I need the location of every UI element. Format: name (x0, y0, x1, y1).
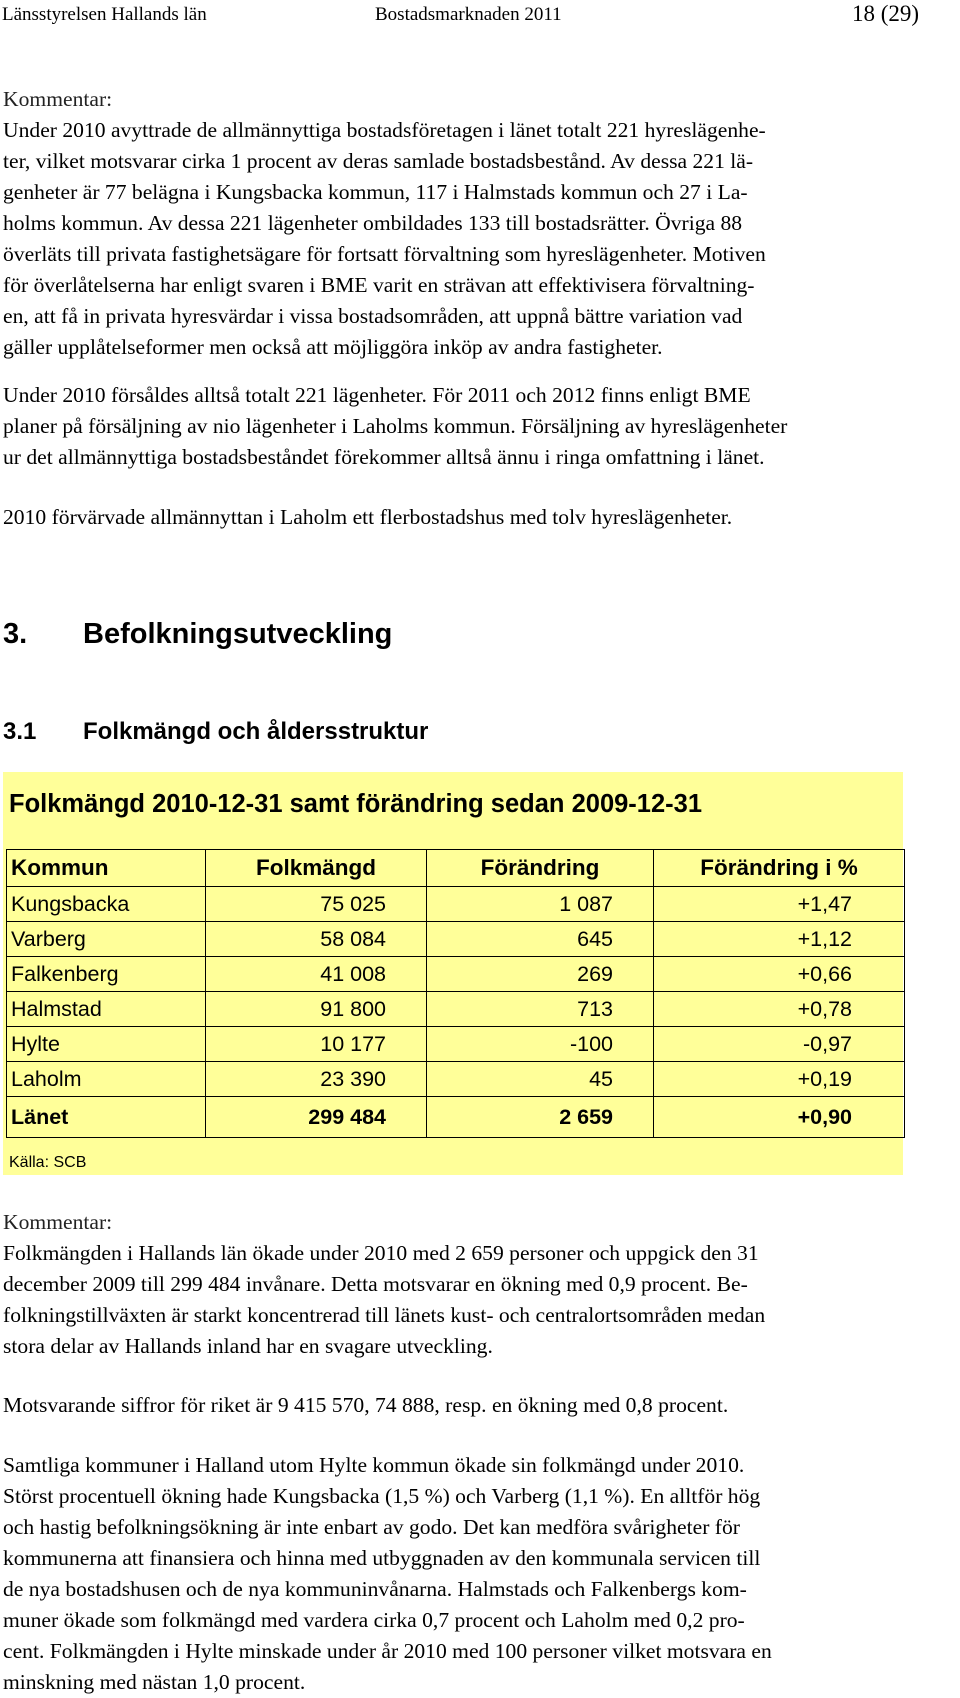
table-cell: 58 084 (206, 922, 427, 957)
table-row (7, 1027, 905, 1062)
table-row (7, 957, 905, 992)
text-line: en, att få in privata hyresvärdar i vissa bostadsområden, att uppnå bättre variation vad (3, 304, 743, 328)
text-line: stora delar av Hallands inland har en svagare utveckling. (3, 1334, 493, 1358)
subsection-title: Folkmängd och åldersstruktur (83, 718, 429, 745)
table-cell: +0,19 (654, 1062, 905, 1097)
table-cell: Hylte (7, 1027, 206, 1062)
text-line: överläts till privata fastighetsägare för fortsatt förvaltning som hyreslägenheter. Motiven (3, 242, 766, 266)
kommentar-section-1 (3, 84, 933, 363)
table-cell: +0,90 (654, 1097, 905, 1138)
text-line: Under 2010 avyttrade de allmännyttiga bostadsföretagen i länet totalt 221 hyreslägenhe- (3, 118, 766, 142)
text-line: för överlåtelserna har enligt svaren i BME varit en strävan att effektivisera förvaltning- (3, 273, 755, 297)
text-line: de nya bostadshusen och de nya kommuninvånarna. Halmstads och Falkenbergs kom- (3, 1577, 747, 1601)
table-cell: 1 087 (427, 887, 654, 922)
text-line: muner ökade som folkmängd med vardera cirka 0,7 procent och Laholm med 0,2 pro- (3, 1608, 745, 1632)
table-cell: 45 (427, 1062, 654, 1097)
text-line: Under 2010 försåldes alltså totalt 221 lägenheter. För 2011 och 2012 finns enligt BME (3, 383, 751, 407)
page-header (0, 0, 960, 32)
table-cell: Kungsbacka (7, 887, 206, 922)
table-cell: 713 (427, 992, 654, 1027)
population-table (6, 849, 905, 1138)
text-line: gäller upplåtelseformer men också att möjliggöra inköp av andra fastigheter. (3, 335, 663, 359)
text-line: Störst procentuell ökning hade Kungsbacka (1,5 %) och Varberg (1,1 %). En alltför hög (3, 1484, 761, 1508)
table-cell: 2 659 (427, 1097, 654, 1138)
text-line: cent. Folkmängden i Hylte minskade under år 2010 med 100 personer vilket motsvara en (3, 1639, 772, 1663)
table-cell: 23 390 (206, 1062, 427, 1097)
text-line: genheter är 77 belägna i Kungsbacka kommun, 117 i Halmstads kommun och 27 i La- (3, 180, 748, 204)
table-source: Källa: SCB (9, 1154, 87, 1171)
section-number: 3. (3, 618, 28, 650)
table-cell: +0,66 (654, 957, 905, 992)
text-line: minskning med nästan 1,0 procent. (3, 1670, 306, 1694)
table-row (7, 922, 905, 957)
paragraph-3 (3, 502, 933, 533)
text-line: ter, vilket motsvarar cirka 1 procent av deras samlade bostadsbestånd. Av dessa 221 lä- (3, 149, 754, 173)
text-line: kommunerna att finansiera och hinna med utbyggnaden av den kommunala servicen till (3, 1546, 761, 1570)
table-row (7, 992, 905, 1027)
text-line: folkningstillväxten är starkt koncentrerad till länets kust- och centralortsområden medan (3, 1303, 766, 1327)
table-title: Folkmängd 2010-12-31 samt förändring sedan 2009-12-31 (9, 790, 703, 818)
table-cell: Länet (7, 1097, 206, 1138)
column-header: Förändring (427, 850, 654, 887)
text-line: Samtliga kommuner i Halland utom Hylte kommun ökade sin folkmängd under 2010. (3, 1453, 745, 1477)
kommentar-label: Kommentar: (3, 87, 113, 111)
text-line: Folkmängden i Hallands län ökade under 2010 med 2 659 personer och uppgick den 31 (3, 1241, 759, 1265)
column-header: Kommun (7, 850, 206, 887)
table-cell: 41 008 (206, 957, 427, 992)
section-title: Befolkningsutveckling (83, 618, 393, 650)
table-row (7, 1062, 905, 1097)
table-cell: 10 177 (206, 1027, 427, 1062)
paragraph (3, 115, 933, 363)
text-line: december 2009 till 299 484 invånare. Detta motsvarar en ökning med 0,9 procent. Be- (3, 1272, 748, 1296)
table-cell: 645 (427, 922, 654, 957)
header-page-number: 18 (29) (852, 1, 920, 26)
paragraph-kommuner (3, 1450, 933, 1698)
table-row (7, 887, 905, 922)
table-cell: 91 800 (206, 992, 427, 1027)
text-line: ur det allmännyttiga bostadsbeståndet förekommer alltså ännu i ringa omfattning i länet. (3, 445, 765, 469)
table-cell: 269 (427, 957, 654, 992)
table-cell: Halmstad (7, 992, 206, 1027)
table-total-row (7, 1097, 905, 1138)
table-header-row (7, 850, 905, 887)
text-line: 2010 förvärvade allmännyttan i Laholm ett flerbostadshus med tolv hyreslägenheter. (3, 505, 733, 529)
table-cell: +0,78 (654, 992, 905, 1027)
header-organization: Länsstyrelsen Hallands län (2, 4, 207, 25)
table-cell: Laholm (7, 1062, 206, 1097)
column-header: Förändring i % (654, 850, 905, 887)
table-cell: -100 (427, 1027, 654, 1062)
table-cell: Varberg (7, 922, 206, 957)
subsection-heading (3, 718, 428, 746)
text-line: Motsvarande siffror för riket är 9 415 570, 74 888, resp. en ökning med 0,8 procent. (3, 1393, 729, 1417)
table-cell: +1,12 (654, 922, 905, 957)
paragraph-riket (3, 1390, 933, 1421)
subsection-number: 3.1 (3, 718, 37, 745)
paragraph-2 (3, 380, 933, 473)
table-cell: +1,47 (654, 887, 905, 922)
table-cell: 299 484 (206, 1097, 427, 1138)
table-cell: -0,97 (654, 1027, 905, 1062)
text-line: holms kommun. Av dessa 221 lägenheter ombildades 133 till bostadsrätter. Övriga 88 (3, 211, 743, 235)
table-cell: 75 025 (206, 887, 427, 922)
text-line: och hastig befolkningsökning är inte enbart av godo. Det kan medföra svårigheter för (3, 1515, 740, 1539)
section-heading (3, 618, 392, 651)
population-table-panel (3, 772, 903, 1175)
kommentar-section-2 (3, 1207, 933, 1362)
header-document-title: Bostadsmarknaden 2011 (375, 4, 562, 25)
text-line: planer på försäljning av nio lägenheter i Laholms kommun. Försäljning av hyreslägenheter (3, 414, 788, 438)
kommentar-label: Kommentar: (3, 1210, 113, 1234)
table-cell: Falkenberg (7, 957, 206, 992)
column-header: Folkmängd (206, 850, 427, 887)
